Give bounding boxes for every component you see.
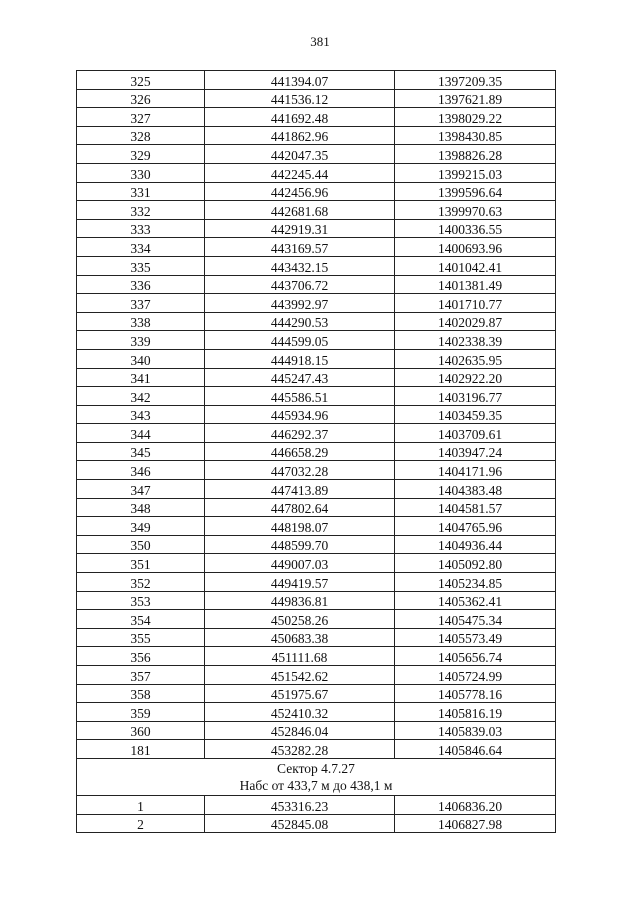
y-coordinate-cell: 1399596.64	[395, 182, 556, 201]
y-coordinate-cell: 1398029.22	[395, 108, 556, 127]
y-coordinate-cell: 1402338.39	[395, 331, 556, 350]
y-coordinate-cell: 1400693.96	[395, 238, 556, 257]
table-row	[77, 498, 556, 517]
y-coordinate-cell: 1402922.20	[395, 368, 556, 387]
x-coordinate-cell: 447802.64	[205, 498, 395, 517]
y-coordinate-cell: 1405362.41	[395, 591, 556, 610]
point-number-cell: 328	[77, 126, 205, 145]
point-number-cell: 331	[77, 182, 205, 201]
x-coordinate-cell: 443169.57	[205, 238, 395, 257]
point-number-cell: 2	[77, 814, 205, 833]
point-number-cell: 344	[77, 424, 205, 443]
x-coordinate-cell: 442919.31	[205, 219, 395, 238]
point-number-cell: 338	[77, 312, 205, 331]
x-coordinate-cell: 451975.67	[205, 684, 395, 703]
sector-header-body	[77, 758, 556, 795]
x-coordinate-cell: 441536.12	[205, 89, 395, 108]
x-coordinate-cell: 451542.62	[205, 666, 395, 685]
point-number-cell: 357	[77, 666, 205, 685]
x-coordinate-cell: 452846.04	[205, 721, 395, 740]
point-number-cell: 360	[77, 721, 205, 740]
table-row	[77, 628, 556, 647]
x-coordinate-cell: 444918.15	[205, 349, 395, 368]
x-coordinate-cell: 441692.48	[205, 108, 395, 127]
x-coordinate-cell: 452845.08	[205, 814, 395, 833]
point-number-cell: 353	[77, 591, 205, 610]
point-number-cell: 325	[77, 71, 205, 90]
table-row	[77, 535, 556, 554]
point-number-cell: 342	[77, 387, 205, 406]
y-coordinate-cell: 1405846.64	[395, 740, 556, 759]
x-coordinate-cell: 448599.70	[205, 535, 395, 554]
x-coordinate-cell: 449007.03	[205, 554, 395, 573]
table-row	[77, 703, 556, 722]
point-number-cell: 1	[77, 795, 205, 814]
x-coordinate-cell: 442456.96	[205, 182, 395, 201]
x-coordinate-cell: 446292.37	[205, 424, 395, 443]
x-coordinate-cell: 449836.81	[205, 591, 395, 610]
x-coordinate-cell: 441862.96	[205, 126, 395, 145]
y-coordinate-cell: 1402635.95	[395, 349, 556, 368]
sector-header-row	[77, 758, 556, 795]
x-coordinate-cell: 450258.26	[205, 610, 395, 629]
table-row	[77, 424, 556, 443]
table-row	[77, 721, 556, 740]
x-coordinate-cell: 444599.05	[205, 331, 395, 350]
point-number-cell: 354	[77, 610, 205, 629]
y-coordinate-cell: 1404171.96	[395, 461, 556, 480]
table-row	[77, 461, 556, 480]
x-coordinate-cell: 445934.96	[205, 405, 395, 424]
point-number-cell: 341	[77, 368, 205, 387]
table-row	[77, 442, 556, 461]
table-row	[77, 740, 556, 759]
table-row	[77, 145, 556, 164]
table-row	[77, 814, 556, 833]
table-row	[77, 331, 556, 350]
y-coordinate-cell: 1404581.57	[395, 498, 556, 517]
y-coordinate-cell: 1405573.49	[395, 628, 556, 647]
y-coordinate-cell: 1397621.89	[395, 89, 556, 108]
table-row	[77, 684, 556, 703]
y-coordinate-cell: 1404765.96	[395, 517, 556, 536]
point-number-cell: 348	[77, 498, 205, 517]
y-coordinate-cell: 1403709.61	[395, 424, 556, 443]
table-row	[77, 163, 556, 182]
point-number-cell: 352	[77, 573, 205, 592]
table-row	[77, 256, 556, 275]
y-coordinate-cell: 1406827.98	[395, 814, 556, 833]
y-coordinate-cell: 1400336.55	[395, 219, 556, 238]
table-row	[77, 349, 556, 368]
point-number-cell: 330	[77, 163, 205, 182]
point-number-cell: 345	[77, 442, 205, 461]
point-number-cell: 335	[77, 256, 205, 275]
sector-subtitle: Набс от 433,7 м до 438,1 м	[239, 777, 393, 793]
page-number: 381	[310, 34, 330, 49]
table-row	[77, 387, 556, 406]
point-number-cell: 339	[77, 331, 205, 350]
point-number-cell: 329	[77, 145, 205, 164]
x-coordinate-cell: 449419.57	[205, 573, 395, 592]
y-coordinate-cell: 1404383.48	[395, 480, 556, 499]
table-row	[77, 795, 556, 814]
table-row	[77, 126, 556, 145]
point-number-cell: 346	[77, 461, 205, 480]
point-number-cell: 332	[77, 201, 205, 220]
y-coordinate-cell: 1406836.20	[395, 795, 556, 814]
coordinates-table-body	[77, 71, 556, 759]
table-row	[77, 368, 556, 387]
table-row	[77, 573, 556, 592]
y-coordinate-cell: 1405475.34	[395, 610, 556, 629]
point-number-cell: 355	[77, 628, 205, 647]
table-row	[77, 201, 556, 220]
y-coordinate-cell: 1402029.87	[395, 312, 556, 331]
x-coordinate-cell: 453316.23	[205, 795, 395, 814]
table-row	[77, 405, 556, 424]
point-number-cell: 334	[77, 238, 205, 257]
y-coordinate-cell: 1403459.35	[395, 405, 556, 424]
point-number-cell: 326	[77, 89, 205, 108]
x-coordinate-cell: 445586.51	[205, 387, 395, 406]
y-coordinate-cell: 1399215.03	[395, 163, 556, 182]
x-coordinate-cell: 443992.97	[205, 294, 395, 313]
x-coordinate-cell: 442245.44	[205, 163, 395, 182]
y-coordinate-cell: 1405234.85	[395, 573, 556, 592]
x-coordinate-cell: 450683.38	[205, 628, 395, 647]
y-coordinate-cell: 1398826.28	[395, 145, 556, 164]
x-coordinate-cell: 444290.53	[205, 312, 395, 331]
table-row	[77, 517, 556, 536]
x-coordinate-cell: 442047.35	[205, 145, 395, 164]
table-row	[77, 108, 556, 127]
x-coordinate-cell: 448198.07	[205, 517, 395, 536]
table-row	[77, 591, 556, 610]
x-coordinate-cell: 447413.89	[205, 480, 395, 499]
y-coordinate-cell: 1404936.44	[395, 535, 556, 554]
point-number-cell: 347	[77, 480, 205, 499]
x-coordinate-cell: 446658.29	[205, 442, 395, 461]
y-coordinate-cell: 1403947.24	[395, 442, 556, 461]
point-number-cell: 358	[77, 684, 205, 703]
table-row	[77, 610, 556, 629]
y-coordinate-cell: 1405839.03	[395, 721, 556, 740]
table-row	[77, 89, 556, 108]
sector-title: Сектор 4.7.27	[277, 760, 355, 776]
y-coordinate-cell: 1405092.80	[395, 554, 556, 573]
table-row	[77, 219, 556, 238]
x-coordinate-cell: 453282.28	[205, 740, 395, 759]
table-row	[77, 275, 556, 294]
point-number-cell: 336	[77, 275, 205, 294]
x-coordinate-cell: 443432.15	[205, 256, 395, 275]
table-row	[77, 666, 556, 685]
x-coordinate-cell: 443706.72	[205, 275, 395, 294]
table-row	[77, 312, 556, 331]
y-coordinate-cell: 1399970.63	[395, 201, 556, 220]
point-number-cell: 349	[77, 517, 205, 536]
x-coordinate-cell: 447032.28	[205, 461, 395, 480]
table-row	[77, 480, 556, 499]
point-number-cell: 350	[77, 535, 205, 554]
y-coordinate-cell: 1405656.74	[395, 647, 556, 666]
y-coordinate-cell: 1405816.19	[395, 703, 556, 722]
sector-rows-body	[77, 795, 556, 832]
point-number-cell: 181	[77, 740, 205, 759]
x-coordinate-cell: 442681.68	[205, 201, 395, 220]
x-coordinate-cell: 451111.68	[205, 647, 395, 666]
point-number-cell: 359	[77, 703, 205, 722]
table-row	[77, 647, 556, 666]
point-number-cell: 343	[77, 405, 205, 424]
table-row	[77, 71, 556, 90]
point-number-cell: 333	[77, 219, 205, 238]
y-coordinate-cell: 1401381.49	[395, 275, 556, 294]
x-coordinate-cell: 452410.32	[205, 703, 395, 722]
coordinates-table	[76, 70, 556, 833]
table-row	[77, 182, 556, 201]
y-coordinate-cell: 1398430.85	[395, 126, 556, 145]
point-number-cell: 337	[77, 294, 205, 313]
table-row	[77, 554, 556, 573]
y-coordinate-cell: 1403196.77	[395, 387, 556, 406]
point-number-cell: 340	[77, 349, 205, 368]
sector-header-cell	[77, 758, 556, 795]
y-coordinate-cell: 1397209.35	[395, 71, 556, 90]
table-row	[77, 238, 556, 257]
y-coordinate-cell: 1405724.99	[395, 666, 556, 685]
y-coordinate-cell: 1401042.41	[395, 256, 556, 275]
point-number-cell: 327	[77, 108, 205, 127]
y-coordinate-cell: 1401710.77	[395, 294, 556, 313]
x-coordinate-cell: 445247.43	[205, 368, 395, 387]
y-coordinate-cell: 1405778.16	[395, 684, 556, 703]
x-coordinate-cell: 441394.07	[205, 71, 395, 90]
table-row	[77, 294, 556, 313]
point-number-cell: 351	[77, 554, 205, 573]
point-number-cell: 356	[77, 647, 205, 666]
